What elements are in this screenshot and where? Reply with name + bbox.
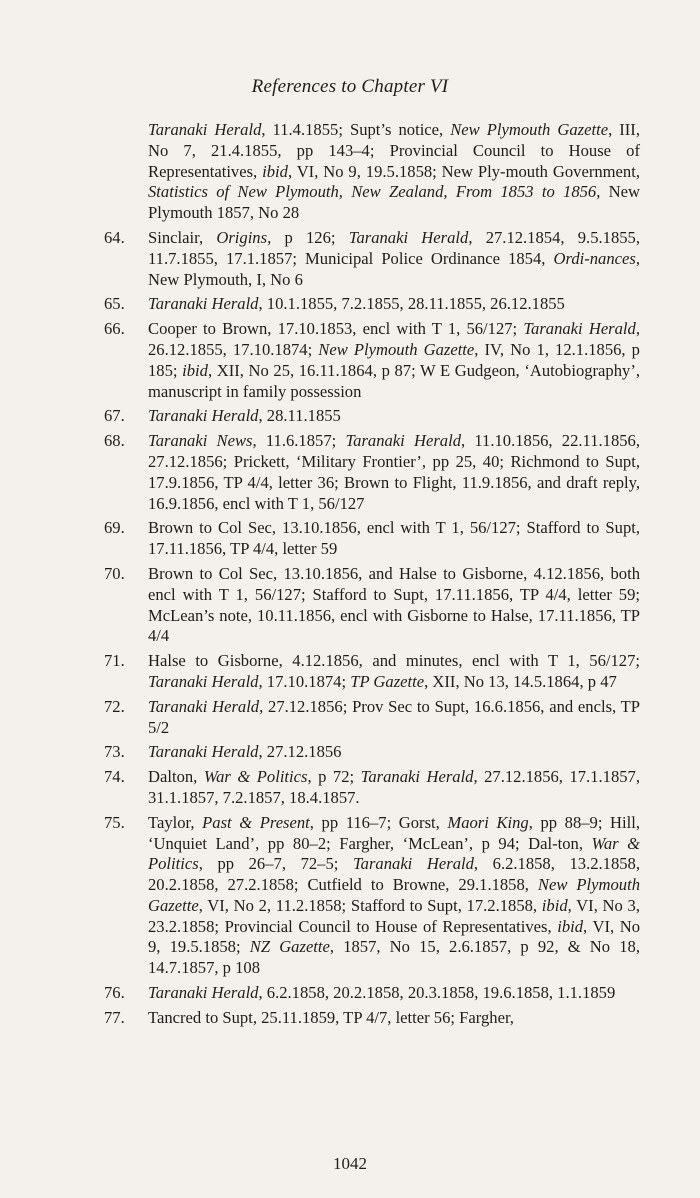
reference-item	[0, 120, 700, 224]
running-header: References to Chapter VI	[251, 76, 449, 97]
reference-text: Taranaki Herald, 6.2.1858, 20.2.1858, 20.3.1858, 19.6.1858, 1.1.1859	[148, 983, 616, 1003]
reference-item	[0, 228, 700, 290]
reference-number: 76.	[104, 983, 125, 1003]
reference-text: Taranaki Herald, 27.12.1856	[148, 742, 342, 762]
reference-text: Taranaki Herald, 11.4.1855; Supt’s notice, New Plymouth Gazette, III, No 7, 21.4.1855, pp 143–4; Provincial Council to House of Representatives, ibid, VI, No 9, 19.5.1858; New Ply-mouth Government, Statistics of New Plymouth, New Zealand, From 1853 to 1856, New Plymouth 1857, No 28	[148, 120, 640, 223]
reference-text: Taranaki Herald, 27.12.1856; Prov Sec to Supt, 16.6.1856, and encls, TP 5/2	[148, 696, 641, 737]
reference-list	[0, 120, 700, 1033]
reference-number: 75.	[104, 812, 125, 832]
reference-number: 72.	[104, 696, 125, 716]
reference-item	[0, 697, 700, 739]
reference-item	[0, 294, 700, 315]
reference-item	[0, 983, 700, 1004]
reference-text: Halse to Gisborne, 4.12.1856, and minutes, encl with T 1, 56/127; Taranaki Herald, 17.10.1874; TP Gazette, XII, No 13, 14.5.1864, p 47	[148, 651, 640, 691]
reference-item	[0, 813, 700, 979]
reference-item	[0, 767, 700, 809]
reference-item	[0, 431, 700, 514]
reference-text: Cooper to Brown, 17.10.1853, encl with T 1, 56/127; Taranaki Herald, 26.12.1855, 17.10.1874; New Plymouth Gazette, IV, No 1, 12.1.1856, p 185; ibid, XII, No 25, 16.11.1864, p 87; W E Gudgeon, ‘Autobiography’, manuscript in family possession	[148, 319, 640, 401]
reference-text: Dalton, War & Politics, p 72; Taranaki Herald, 27.12.1856, 17.1.1857, 31.1.1857, 7.2.1857, 18.4.1857.	[148, 767, 640, 807]
reference-number: 66.	[104, 319, 125, 339]
reference-text: Taylor, Past & Present, pp 116–7; Gorst, Maori King, pp 88–9; Hill, ‘Unquiet Land’, pp 80–2; Fargher, ‘McLean’, p 94; Dal-ton, War & Politics, pp 26–7, 72–5; Taranaki Herald, 6.2.1858, 13.2.1858, 20.2.1858, 27.2.1858; Cutfield to Browne, 29.1.1858, New Plymouth Gazette, VI, No 2, 11.2.1858; Stafford to Supt, 17.2.1858, ibid, VI, No 3, 23.2.1858; Provincial Council to House of Representatives, ibid, VI, No 9, 19.5.1858; NZ Gazette, 1857, No 15, 2.6.1857, p 92, & No 18, 14.7.1857, p 108	[148, 812, 641, 978]
reference-text: Brown to Col Sec, 13.10.1856, encl with T 1, 56/127; Stafford to Supt, 17.11.1856, TP 4/4, letter 59	[148, 518, 640, 559]
reference-number: 74.	[104, 767, 125, 787]
reference-text: Taranaki Herald, 10.1.1855, 7.2.1855, 28.11.1855, 26.12.1855	[148, 294, 565, 314]
reference-item	[0, 319, 700, 402]
reference-text: Brown to Col Sec, 13.10.1856, and Halse to Gisborne, 4.12.1856, both encl with T 1, 56/127; Stafford to Supt, 17.11.1856, TP 4/4, letter 59; McLean’s note, 10.11.1856, encl with Gisborne to Halse, 17.11.1856, TP 4/4	[148, 563, 640, 646]
page-number: 1042	[333, 1154, 367, 1173]
reference-number: 64.	[104, 227, 125, 247]
reference-item	[0, 564, 700, 647]
reference-number: 65.	[104, 294, 125, 314]
reference-number: 70.	[104, 563, 125, 583]
reference-text: Taranaki News, 11.6.1857; Taranaki Herald, 11.10.1856, 22.11.1856, 27.12.1856; Prickett, ‘Military Frontier’, pp 25, 40; Richmond to Supt, 17.9.1856, TP 4/4, letter 36; Brown to Flight, 11.9.1856, and draft reply, 16.9.1856, encl with T 1, 56/127	[148, 431, 640, 513]
reference-item	[0, 518, 700, 560]
reference-item	[0, 1008, 700, 1029]
reference-item	[0, 651, 700, 693]
reference-number: 69.	[104, 518, 125, 538]
reference-number: 71.	[104, 651, 125, 671]
reference-number: 77.	[104, 1007, 125, 1027]
reference-text: Tancred to Supt, 25.11.1859, TP 4/7, letter 56; Fargher,	[148, 1007, 514, 1027]
reference-number: 67.	[104, 406, 125, 426]
reference-text: Taranaki Herald, 28.11.1855	[148, 406, 341, 426]
reference-number: 73.	[104, 742, 125, 762]
reference-number: 68.	[104, 431, 125, 451]
reference-item	[0, 742, 700, 763]
reference-text: Sinclair, Origins, p 126; Taranaki Herald, 27.12.1854, 9.5.1855, 11.7.1855, 17.1.1857; Municipal Police Ordinance 1854, Ordi-nances, New Plymouth, I, No 6	[148, 227, 640, 289]
reference-item	[0, 406, 700, 427]
